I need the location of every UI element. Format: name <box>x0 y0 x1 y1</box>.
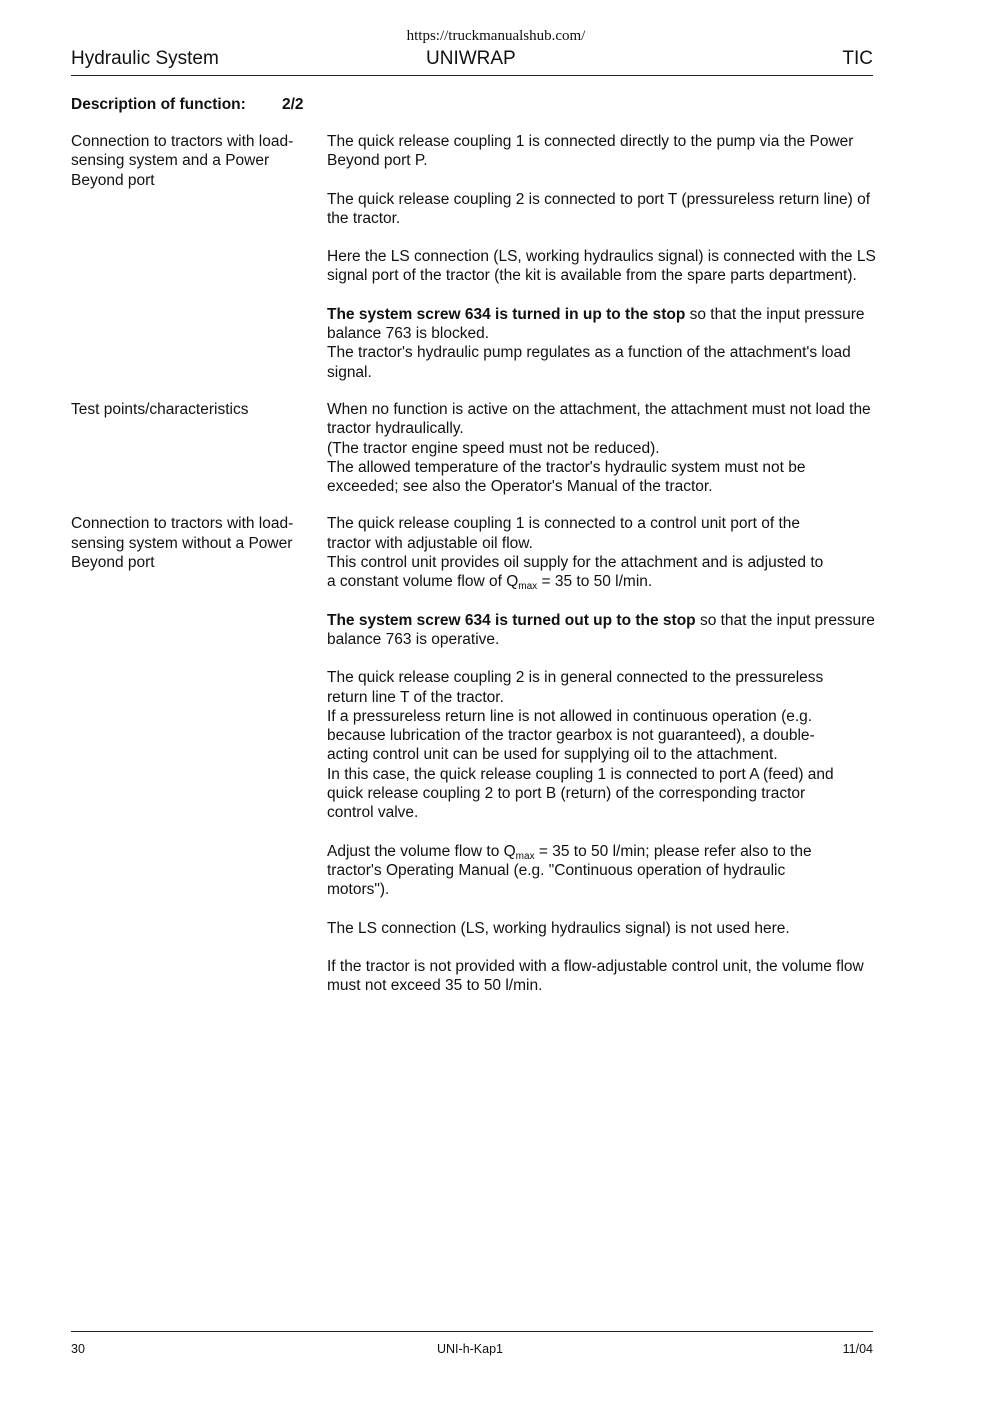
paragraph-line: This control unit provides oil supply for the attachment and is adjusted to <box>327 554 824 572</box>
paragraph-line: because lubrication of the tractor gearbox is not guaranteed), a double- <box>327 727 815 745</box>
paragraph: The quick release coupling 1 is connected directly to the pump via the Power Beyond port P. <box>327 133 854 170</box>
emphasis-text: The system screw 634 is turned in up to the stop <box>327 305 686 323</box>
section-title <box>71 95 304 114</box>
paragraph <box>327 514 881 591</box>
content-row <box>71 132 881 382</box>
paragraph-line: The tractor's hydraulic pump regulates as a function of the attachment's load signal. <box>327 344 851 381</box>
footer-rule <box>71 1331 873 1332</box>
paragraph: Here the LS connection (LS, working hydraulics signal) is connected with the LS signal port of the tractor (the kit is available from the spare parts department). <box>327 248 876 285</box>
source-url: https://truckmanualshub.com/ <box>406 28 586 44</box>
row-label: Test points/characteristics <box>71 400 249 418</box>
page-header <box>71 47 873 71</box>
paragraph-line: return line T of the tractor. <box>327 688 504 706</box>
row-text <box>327 400 881 496</box>
row-text <box>327 514 881 995</box>
content-row <box>71 400 881 496</box>
row-text <box>327 132 881 382</box>
paragraph-text: a constant volume flow of Q <box>327 573 519 591</box>
footer-doc-id: UNI-h-Kap1 <box>437 1342 503 1356</box>
document-body <box>71 132 881 995</box>
paragraph <box>327 668 881 822</box>
paragraph-line <box>327 572 881 591</box>
subscript-text: max <box>515 850 535 862</box>
paragraph: The LS connection (LS, working hydraulics signal) is not used here. <box>327 919 790 937</box>
paragraph-text: so that the input pressure balance 763 is operative. <box>327 611 875 648</box>
paragraph-line: The quick release coupling 2 is in general connected to the pressureless <box>327 669 824 687</box>
paragraph: If the tractor is not provided with a flow-adjustable control unit, the volume flow must not exceed 35 to 50 l/min. <box>327 957 864 995</box>
paragraph-line: (The tractor engine speed must not be reduced). <box>327 439 660 457</box>
paragraph-line <box>327 842 881 861</box>
paragraph-line: control valve. <box>327 804 419 822</box>
footer-date: 11/04 <box>842 1342 873 1356</box>
paragraph <box>327 611 881 650</box>
header-product: UNIWRAP <box>426 48 516 69</box>
footer-page-number: 30 <box>71 1342 85 1356</box>
paragraph-text: = 35 to 50 l/min; please refer also to the <box>534 842 812 860</box>
paragraph-text: so that the input pressure balance 763 is blocked. <box>327 305 865 343</box>
paragraph-line: motors"). <box>327 881 390 899</box>
paragraph <box>327 842 881 900</box>
paragraph-line: acting control unit can be used for supplying oil to the attachment. <box>327 746 778 764</box>
paragraph-line: quick release coupling 2 to port B (return) of the corresponding tractor <box>327 785 806 803</box>
section-page-indicator: 2/2 <box>282 96 304 113</box>
paragraph-line: When no function is active on the attachment, the attachment must not load the tractor hydraulically. <box>327 400 871 438</box>
content-row <box>71 514 881 995</box>
paragraph-line: tractor's Operating Manual (e.g. "Continuous operation of hydraulic <box>327 861 786 879</box>
paragraph-line: In this case, the quick release coupling 1 is connected to port A (feed) and <box>327 765 834 783</box>
paragraph <box>327 400 881 496</box>
row-label: Connection to tractors with load-sensing system and a Power Beyond port <box>71 133 294 189</box>
paragraph: The quick release coupling 2 is connected to port T (pressureless return line) of the tractor. <box>327 190 871 227</box>
header-chapter: Hydraulic System <box>71 48 219 69</box>
paragraph-line: The allowed temperature of the tractor's hydraulic system must not be exceeded; see also the Operator's Manual of the tractor. <box>327 458 806 496</box>
paragraph-line: tractor with adjustable oil flow. <box>327 534 533 552</box>
paragraph-line: If a pressureless return line is not allowed in continuous operation (e.g. <box>327 707 813 725</box>
paragraph-text: = 35 to 50 l/min. <box>537 573 653 591</box>
paragraph <box>327 305 881 382</box>
paragraph-line: The quick release coupling 1 is connected to a control unit port of the <box>327 515 801 533</box>
paragraph-text: Adjust the volume flow to Q <box>327 842 516 860</box>
subscript-text: max <box>518 581 538 593</box>
emphasis-text: The system screw 634 is turned out up to the stop <box>327 611 696 629</box>
section-title-text: Description of function: <box>71 96 246 113</box>
row-label: Connection to tractors with load-sensing system without a Power Beyond port <box>71 515 294 572</box>
header-code: TIC <box>842 48 873 69</box>
header-rule <box>71 75 873 76</box>
